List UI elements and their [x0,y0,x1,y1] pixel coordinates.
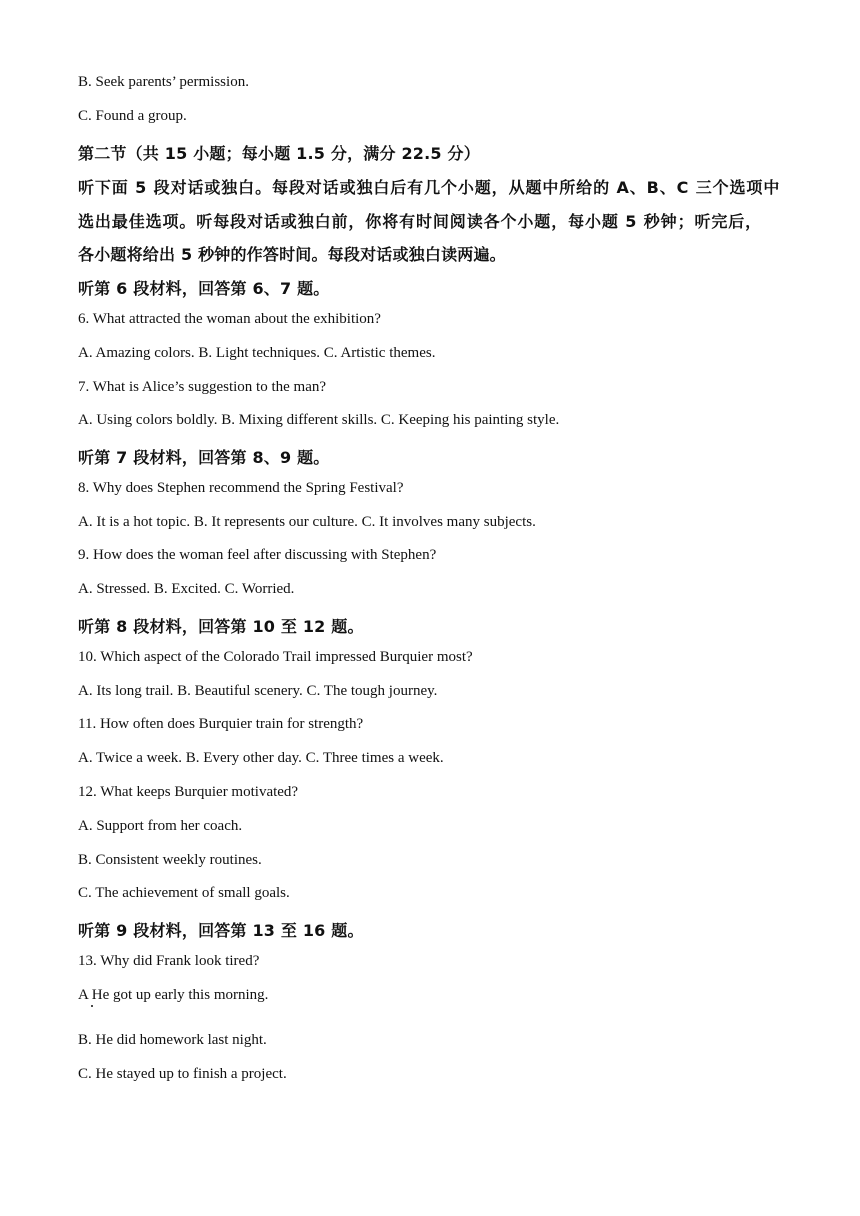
question-12-option-a: A. Support from her coach. [78,818,243,834]
material-9-heading: 听第 9 段材料，回答第 13 至 16 题。 [78,921,364,940]
question-11-options: A. Twice a week. B. Every other day. C. Three times a week. [78,750,444,766]
question-10-options: A. Its long trail. B. Beautiful scenery. C. The tough journey. [78,683,438,699]
material-8-heading: 听第 8 段材料，回答第 10 至 12 题。 [78,617,364,636]
question-12: 12. What keeps Burquier motivated? [78,784,299,800]
question-9-options: A. Stressed. B. Excited. C. Worried. [78,581,295,597]
instructions-line-2: 选出最佳选项。听每段对话或独白前，你将有时间阅读各个小题，每小题 5 秒钟；听完后， [78,212,763,231]
question-6-options: A. Amazing colors. B. Light techniques. C. Artistic themes. [78,345,436,361]
question-13: 13. Why did Frank look tired? [78,953,260,969]
question-10: 10. Which aspect of the Colorado Trail impressed Burquier most? [78,649,473,665]
option-b-seek-permission: B. Seek parents’ permission. [78,74,249,90]
material-6-heading: 听第 6 段材料，回答第 6、7 题。 [78,279,330,298]
material-7-heading: 听第 7 段材料，回答第 8、9 题。 [78,448,330,467]
question-7-options: A. Using colors boldly. B. Mixing different skills. C. Keeping his painting style. [78,412,560,428]
question-12-option-c: C. The achievement of small goals. [78,885,290,901]
question-12-option-b: B. Consistent weekly routines. [78,852,262,868]
stray-dot-mark [91,1005,93,1007]
option-c-found-group: C. Found a group. [78,108,187,124]
question-9: 9. How does the woman feel after discussing with Stephen? [78,547,437,563]
question-6: 6. What attracted the woman about the exhibition? [78,311,381,327]
question-11: 11. How often does Burquier train for strength? [78,716,364,732]
question-8: 8. Why does Stephen recommend the Spring Festival? [78,480,404,496]
instructions-line-3: 各小题将给出 5 秒钟的作答时间。每段对话或独白读两遍。 [78,245,506,264]
question-13-option-b: B. He did homework last night. [78,1032,267,1048]
section-heading: 第二节（共 15 小题；每小题 1.5 分，满分 22.5 分） [78,144,480,163]
instructions-line-1: 听下面 5 段对话或独白。每段对话或独白后有几个小题，从题中所给的 A、B、C 三个选项中 [78,178,781,197]
question-13-option-c: C. He stayed up to finish a project. [78,1066,287,1082]
question-13-option-a: A He got up early this morning. [78,987,269,1003]
question-8-options: A. It is a hot topic. B. It represents our culture. C. It involves many subjects. [78,514,536,530]
question-7: 7. What is Alice’s suggestion to the man? [78,379,327,395]
